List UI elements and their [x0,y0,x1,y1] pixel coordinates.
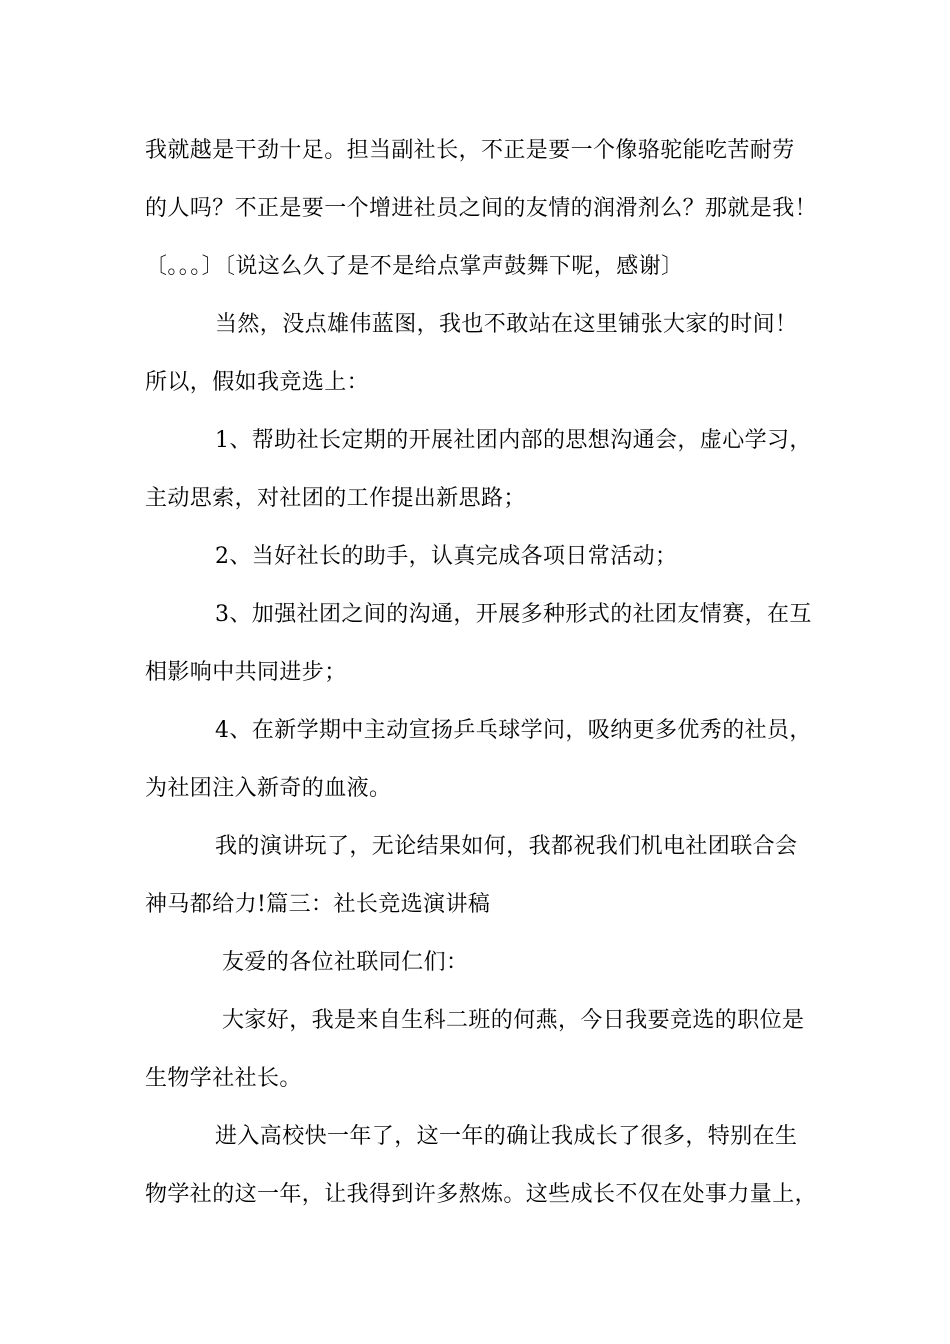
text-line: 1、帮助社长定期的开展社团内部的思想沟通会，虚心学习， [215,428,812,453]
text-line: 为社团注入新奇的血液。 [145,776,392,801]
text-line: 3、加强社团之间的沟通，开展多种形式的社团友情赛，在互 [215,602,812,627]
text-line: 当然，没点雄伟蓝图，我也不敢站在这里铺张大家的时间！ [215,312,798,337]
text-line: 神马都给力!篇三：社长竞选演讲稿 [145,892,491,917]
text-line: 主动思索，对社团的工作提出新思路； [145,486,526,511]
text-line: 进入高校快一年了，这一年的确让我成长了很多，特别在生 [215,1124,798,1149]
text-line: 的人吗？不正是要一个增进社员之间的友情的润滑剂么？那就是我！ [145,196,818,221]
text-line: 生物学社社长。 [145,1066,302,1091]
text-line: 〔。。。〕〔说这么久了是不是给点掌声鼓舞下呢，感谢〕 [145,254,684,279]
text-line: 4、在新学期中主动宣扬乒乓球学问，吸纳更多优秀的社员， [215,718,812,743]
text-line: 我的演讲玩了，无论结果如何，我都祝我们机电社团联合会 [215,834,798,859]
text-line: 物学社的这一年，让我得到许多熬炼。这些成长不仅在处事力量上， [145,1182,818,1207]
text-line: 所以，假如我竞选上： [145,370,370,395]
text-line: 大家好，我是来自生科二班的何燕，今日我要竞选的职位是 [222,1008,805,1033]
text-line: 相影响中共同进步； [145,660,347,685]
text-line: 友爱的各位社联同仁们： [222,950,469,975]
text-line: 2、当好社长的助手，认真完成各项日常活动； [215,544,678,569]
text-line: 我就越是干劲十足。担当副社长，不正是要一个像骆驼能吃苦耐劳 [145,138,795,163]
